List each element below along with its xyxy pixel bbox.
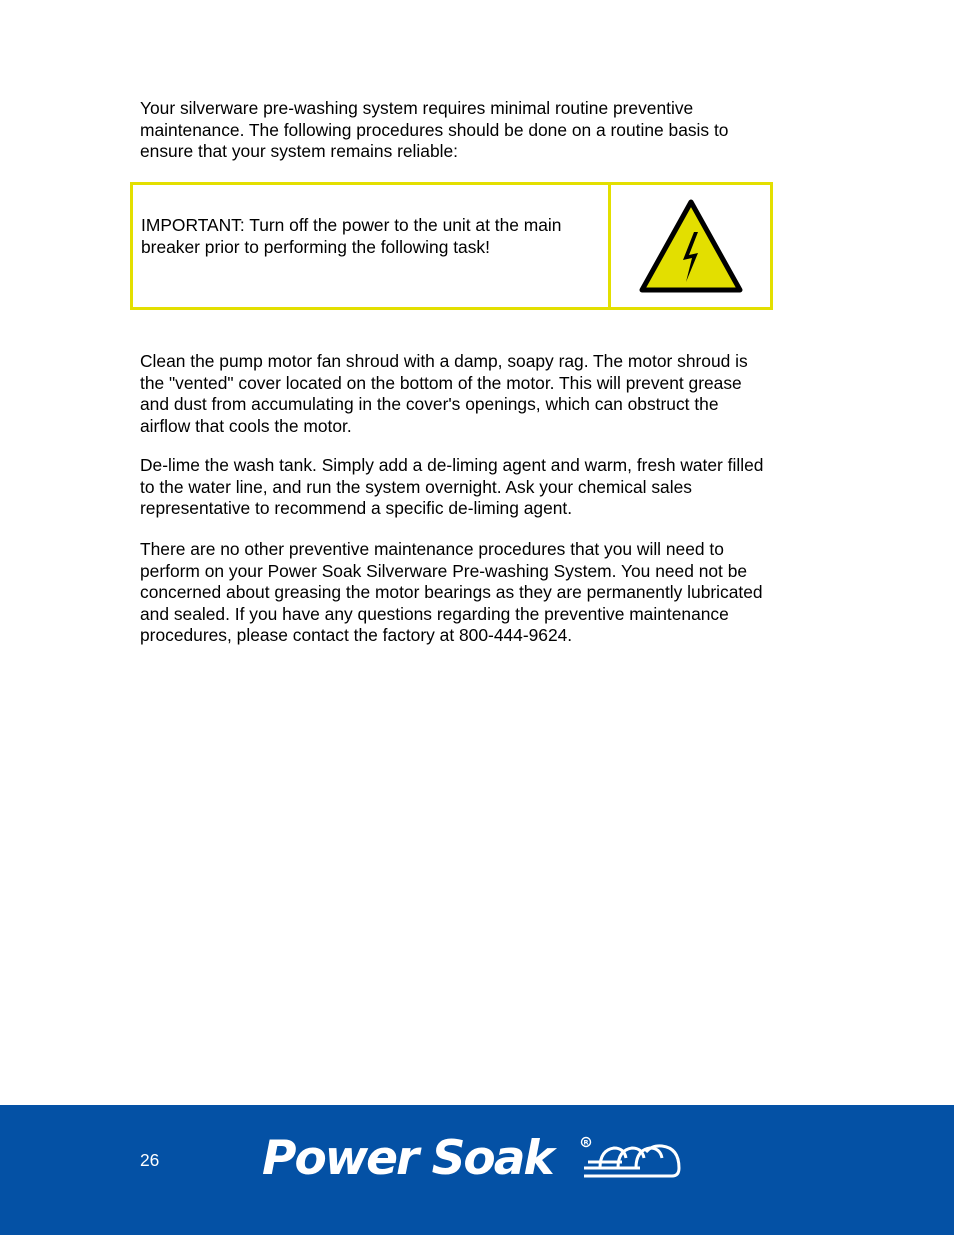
power-soak-logo (262, 1133, 682, 1185)
power-soak-wave-logo-icon (580, 1136, 682, 1182)
warning-icon-cell (611, 185, 770, 307)
logo-text: Power Soak (262, 1131, 553, 1186)
other-maintenance-paragraph: There are no other preventive maintenance procedures that you will need to perform on your Power Soak Silverware Pre-washing System. You need not be concerned about greasing the motor bearings as they are permanently lubricated and sealed. If you have any questions regarding the preventive maintenance procedures, please contact the factory at 800-444-9624. (140, 539, 763, 646)
footer-bar (0, 1105, 954, 1235)
warning-box (130, 182, 773, 310)
high-voltage-warning-icon (638, 198, 744, 294)
warning-text: IMPORTANT: Turn off the power to the unit at the main breaker prior to performing the following task! (133, 185, 611, 307)
svg-text:R: R (583, 1138, 589, 1147)
delime-paragraph: De-lime the wash tank. Simply add a de-liming agent and warm, fresh water filled to the water line, and run the system overnight. Ask your chemical sales representative to recommend a specific de-liming agent. (140, 455, 764, 519)
intro-paragraph: Your silverware pre-washing system requires minimal routine preventive maintenance. The following procedures should be done on a routine basis to ensure that your system remains reliable: (140, 98, 729, 162)
page-number: 26 (140, 1150, 160, 1170)
clean-shroud-paragraph: Clean the pump motor fan shroud with a damp, soapy rag. The motor shroud is the "vented" cover located on the bottom of the motor. This will prevent grease and dust from accumulating in the cover's openings, which can obstruct the airflow that cools the motor. (140, 351, 748, 436)
